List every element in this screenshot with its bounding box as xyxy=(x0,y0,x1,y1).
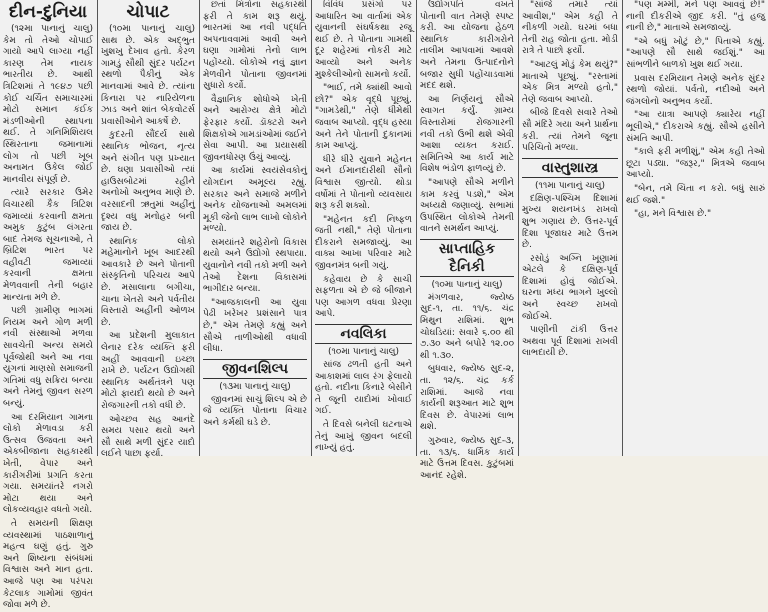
column-2-paragraph: આ પ્રદેશની મુલાકાત લેનાર દરેક વ્યક્તિ ફરી અહીં આવવાની ઇચ્છા રાખે છે. પર્યટન ઉદ્યોગથી સ્થાનિક અર્થતંત્રને પણ મોટો ફાયદો થયો છે અને રોજગારની તકો વધી છે. xyxy=(101,331,195,411)
column-3-paragraph: આ કાર્યમાં સ્વયંસેવકોનું યોગદાન અમૂલ્ય રહ્યું. સરકાર અને સમાજે મળીને અનેક યોજનાઓ અમલમાં મૂકી જેનો લાભ લાખો લોકોને મળ્યો. xyxy=(203,166,307,235)
column-7-paragraph: "એ બધું ખોટું છે," પિતાએ કહ્યું. "આપણે સૌ સાથે જઈશું." આ સાંભળીને બાળકો ખુશ થઈ ગયા. xyxy=(626,36,765,70)
column-7-paragraph: "આ યાત્રા આપણે ક્યારેય નહીં ભૂલીએ," દીકરાએ કહ્યું. સૌએ હસીને સંમતિ આપી. xyxy=(626,110,765,144)
column-3-box-paragraph: જીવનમાં સાચું શિલ્પ એ છે જે વ્યક્તિ પોતાના વિચાર અને કર્મથી ઘડે છે. xyxy=(203,394,307,428)
column-5 xyxy=(417,0,517,481)
column-2 xyxy=(98,0,198,460)
column-5-box-paragraph: મંગળવાર, જ્યેષ્ઠ સુદ-૧, તા. ૧૧/૬. ચંદ્ર મિથુન રાશિમાં. શુભ ચોઘડિયાં: સવારે ૬.૦૦ થી ૭.૩૦ અને બપોરે ૧૨.૦૦ થી ૧.૩૦. xyxy=(420,292,514,361)
column-5-paragraph: "આપણે સૌએ મળીને કામ કરવું પડશે," એમ અધ્યક્ષે જણાવ્યું. સભામાં ઉપસ્થિત લોકોએ તેમની વાતને સમર્થન આપ્યું. xyxy=(420,177,514,235)
continued-note: (૧૦મા પાનાનું ચાલુ) xyxy=(327,347,399,358)
column-3-paragraph: સમયાંતરે શહેરોનો વિકાસ થયો અને ઉદ્યોગો સ્થપાયા. યુવાનોને નવી તકો મળી અને તેઓ દેશના વિકાસમાં ભાગીદાર બન્યા. xyxy=(203,237,307,295)
column-3 xyxy=(200,0,310,456)
column-4-paragraph: "મહેનત કદી નિષ્ફળ જતી નથી," તેણે પોતાના દીકરાને સમજાવ્યું. આ વાક્ય આખા પરિવાર માટે જીવનમંત્ર બની ગયું. xyxy=(315,214,412,272)
section-heading-vastushastra: વાસ્તુશાસ્ત્ર xyxy=(522,158,618,178)
continued-note: (૧૩મા પાનાનું ચાલુ) xyxy=(219,381,291,392)
column-1-paragraph: આ દરમિયાન ગામના લોકો મેળાવડા કરી ઉત્સવ ઉજવતા અને એકબીજાના સહકારથી ખેતી, વેપાર અને કારીગરીમાં પ્રગતિ કરતા ગયા. સમયાંતરે નગરો મોટા થયા અને લોકવ્યવહાર વધતો ગયો. xyxy=(3,412,93,516)
column-4-paragraph: ધીરે ધીરે યુવાને મહેનત અને ઈમાનદારીથી સૌનો વિશ્વાસ જીત્યો. થોડા વર્ષોમાં તે પોતાનો વ્યવસાય શરૂ કરી શક્યો. xyxy=(315,154,412,212)
column-1-heading: દીન-દુનિયા xyxy=(8,2,88,22)
column-5-paragraph: આ નિર્ણયનું સૌએ સ્વાગત કર્યું. ગ્રામ્ય વિસ્તારોમાં રોજગારની નવી તકો ઉભી થશે એવી આશા વ્યક્ત કરાઈ. સમિતિએ આ કાર્ય માટે વિશેષ ભંડોળ ફાળવ્યું છે. xyxy=(420,94,514,175)
column-6-box-paragraph: પાણીની ટાંકી ઉત્તર અથવા પૂર્વ દિશામાં રાખવી લાભદાયી છે. xyxy=(522,325,618,359)
section-heading-navlika: નવલિકા xyxy=(315,324,412,344)
column-7-paragraph: "બેન, તમે ચિંતા ન કરો. બધું સારું થઈ જશે." xyxy=(626,183,765,206)
column-7-paragraph: "પણ મમ્મી, મને પણ આવવું છે!" નાની દીકરીએ જીદ કરી. "તું હજુ નાની છે," માતાએ સમજાવ્યું. xyxy=(626,0,765,34)
column-1-paragraph: પછી ગ્રામીણ ભાગમાં નિયમ અને ગોળ મળી નવી સંસ્થાઓ મળવા સાવચેતી અન્ય સમયે પૂર્વજોથી અને આ નવા યુગનાં માણસો સમાજની ગતિમાં વધુ સક્રિય બન્યા અને તેમનું જીવન સરળ બન્યું. xyxy=(3,306,93,409)
column-4-paragraph: વિવિધ પ્રસંગો પર આધારિત આ વાર્તામાં એક યુવાનની સંઘર્ષકથા રજૂ થઈ છે. તે પોતાના ગામથી દૂર શહેરમાં નોકરી માટે આવ્યો અને અનેક મુશ્કેલીઓનો સામનો કર્યો. xyxy=(315,0,412,80)
column-3-paragraph: વૈજ્ઞાનિક શોધોએ ખેતી અને આરોગ્ય ક્ષેત્રે મોટો ફેરફાર કર્યો. ડૉક્ટરો અને શિક્ષકોએ ગામડાંઓમાં જઈને સેવા આપી. આ પ્રયાસથી જીવનધોરણ ઉંચું આવ્યું. xyxy=(203,94,307,163)
column-6 xyxy=(519,0,621,456)
continued-note: (૧૦મા પાનાનું ચાલુ) xyxy=(431,279,503,290)
column-3-paragraph: છતાં મિત્રોના સહકારથી ફરી તે કામ શરૂ થયું. ભારતમાં આ નવી પદ્ધતિ અપનાવવામાં આવી અને ઘણા ગામોમાં તેનો લાભ પહોંચ્યો. લોકોએ નવું જ્ઞાન મેળવીને પોતાના જીવનમાં સુધારો કર્યો. xyxy=(203,0,307,92)
column-2-paragraph: ઓચ્છવ સહ આનંદે સમય પસાર થયો અને સૌ સાથે મળી સુંદર યાદો લઈને પાછા ફર્યા. xyxy=(101,414,195,460)
column-1 xyxy=(0,0,96,611)
column-2-paragraph: સ્થાનિક લોકો મહેમાનોને ખૂબ આદરથી આવકારે છે અને પોતાની સંસ્કૃતિનો પરિચય આપે છે. મસાલાના બગીચા, ચાના ખેતરો અને પર્વતીય વિસ્તારો અહીંની ઓળખ છે. xyxy=(101,236,195,328)
column-7-paragraph: પ્રવાસ દરમિયાન તેમણે અનેક સુંદર સ્થળો જોયાં. પર્વતો, નદીઓ અને જંગલોનો અનુભવ કર્યો. xyxy=(626,73,765,107)
column-5-paragraph: ઉદ્યોગપતિ વખતે પોતાની વાત તેમણે સ્પષ્ટ કરી. આ યોજના હેઠળ સ્થાનિક કારીગરોને તાલીમ આપવામાં આવશે અને તેમના ઉત્પાદનોને બજાર સુધી પહોંચાડવામાં મદદ થશે. xyxy=(420,0,514,92)
column-6-box-paragraph: દક્ષિણ-પશ્ચિમ દિશામાં મુખ્ય શયનખંડ રાખવો શુભ ગણાય છે. ઉત્તર-પૂર્વ દિશા પૂજાઘર માટે ઉત્તમ છે. xyxy=(522,193,618,251)
section-heading-saptahik-dainiki: સાપ્તાહિક દૈનિકી xyxy=(420,239,514,277)
column-1-paragraph: (૧૨મા પાનાનું ચાલુ) કેમ તો તેઓ ચોપાઈ ગાયો આપે લાગ્યા નહીં કારણ તેમ નાયક ભારતીય છે. આથી ત્રિટિશમાં તે ૧૯૪૭ પછી કોઈ ચર્ચિત સમાચારમાં મોટો સમાન કંઈક મંડળીઓની સ્થાપના થઈ. તે ગનિમિશિયલ સ્થિરતાના જમાનામાં લોગ તો પછી ખૂબ અનામત ઉકેલ જોઈ માનવીય સંપૂર્ણ છે. xyxy=(3,24,93,185)
column-4-paragraph: કહેવાય છે કે સાચી સફળતા એ છે જે બીજાને પણ આગળ વધવા પ્રેરણા આપે. xyxy=(315,274,412,320)
column-6-paragraph: "આટલું મોડું કેમ થયું?" માતાએ પૂછ્યું. "રસ્તામાં એક મિત્ર મળ્યો હતો," તેણે જવાબ આપ્યો. xyxy=(522,59,618,105)
column-6-paragraph: બીજે દિવસે સવારે તેઓ સૌ મંદિરે ગયા અને પ્રાર્થના કરી. ત્યાં તેમને જૂના પરિચિતો મળ્યા. xyxy=(522,108,618,154)
column-1-paragraph: તે સમયની શિક્ષણ વ્યવસ્થામાં પાઠશાળાનું મહત્વ ઘણું હતું. ગુરુ અને શિષ્યના સંબંધમાં વિશ્વાસ અને માન હતા. આજે પણ આ પરંપરા કેટલાક ગામોમાં જીવંત જોવા મળે છે. xyxy=(3,518,93,611)
column-4-paragraph: "ભાઈ, તમે ક્યાંથી આવો છો?" એક વૃદ્ધે પૂછ્યું. "ગામડેથી," તેણે ધીમેથી જવાબ આપ્યો. વૃદ્ધ હસ્યા અને તેને પોતાની દુકાનમાં કામ આપ્યું. xyxy=(315,83,412,152)
column-5-box-paragraph: ગુરુવાર, જ્યેષ્ઠ સુદ-૩, તા. ૧૩/૬. ધાર્મિક કાર્ય માટે ઉત્તમ દિવસ. કુટુંબમાં આનંદ રહેશે. xyxy=(420,436,514,481)
column-4-box-paragraph: તે દિવસે બનેલી ઘટનાએ તેનું આખું જીવન બદલી નાખ્યું હતું. xyxy=(315,420,412,454)
column-4 xyxy=(312,0,415,456)
column-2-paragraph: કુદરતી સૌંદર્ય સાથે સ્થાનિક ભોજન, નૃત્ય અને સંગીત પણ પ્રખ્યાત છે. ઘણા પ્રવાસીઓ ત્યાં હાઉસબોટમાં રહીને અનોખો અનુભવ માણે છે. વરસાદની ઋતુમાં અહીંનું દૃશ્ય વધુ મનોહર બની જાય છે. xyxy=(101,130,195,234)
column-7 xyxy=(623,0,768,456)
section-heading-jivanshilp: જીવનશિલ્પ xyxy=(203,359,307,379)
column-2-heading: ચોપાટ xyxy=(126,2,170,22)
column-6-paragraph: "સાંજે તમારે ત્યાં આવીશ," એમ કહી તે નીકળી ગયો. ઘરમાં બધા તેની રાહ જોતા હતા. મોડી રાત્રે તે પાછો ફર્યો. xyxy=(522,0,618,57)
column-3-paragraph: "આજકાલની આ યુવા પેઢી ખરેખર પ્રશંસાને પાત્ર છે," એમ તેમણે કહ્યું અને સૌએ તાળીઓથી વધાવી લીધા. xyxy=(203,297,307,355)
column-7-paragraph: "હા, મને વિશ્વાસ છે." xyxy=(634,209,712,220)
column-4-box-paragraph: સાંજ ઢળતી હતી અને આકાશમાં લાલ રંગ ફેલાયો હતો. નદીના કિનારે બેસીને તે જૂની યાદોમાં ખોવાઈ ગઈ. xyxy=(315,360,412,417)
column-1-paragraph: ત્યારે સરકાર ઉમેર વિચારથી કૈક ત્રિટિશ જમાવ્યાં કરવાની ક્ષમતા અમુક કુટુંબ લંગરતા બાદ તેમજ સૂચનાઓ, તે બ્રિટિશ ભારત પર વહીવટી જમાવ્યાં કરવાની ક્ષમતા મેળવવાની તેની બહાર માન્યતા મળે છે. xyxy=(3,188,93,303)
column-7-paragraph: "કાલે ફરી મળીશું," એમ કહી તેઓ છૂટા પડ્યા. "જરૂર," મિત્રએ જવાબ આપ્યો. xyxy=(626,147,765,181)
column-5-box-paragraph: બુધવાર, જ્યેષ્ઠ સુદ-૨, તા. ૧૨/૬. ચંદ્ર કર્ક રાશિમાં. આજે નવા કાર્યની શરૂઆત માટે શુભ દિવસ છે. વેપારમાં લાભ થશે. xyxy=(420,364,514,433)
column-2-paragraph: (૧૦મા પાનાનું ચાલુ) સાથ છે. એક અદ્ભુત ખુશખુ દેખાવ હતો. કેરળ ગામડું સૌથી સુંદર પર્યટન સ્થળો પૈકીનું એક માનવામાં આવે છે. ત્યાંના કિનારા પર નારિયેળના ઝાડ અને શાંત બેકવોટર્સ પ્રવાસીઓને આકર્ષે છે. xyxy=(101,24,195,127)
continued-note: (૧૧મા પાનાનું ચાલુ) xyxy=(535,180,605,191)
column-6-box-paragraph: રસોડું અગ્નિ ખૂણામાં એટલે કે દક્ષિણ-પૂર્વ દિશામાં હોવું જોઈએ. ઘરના મધ્ય ભાગને ખુલ્લો અને સ્વચ્છ રાખવો જોઈએ. xyxy=(522,253,618,322)
